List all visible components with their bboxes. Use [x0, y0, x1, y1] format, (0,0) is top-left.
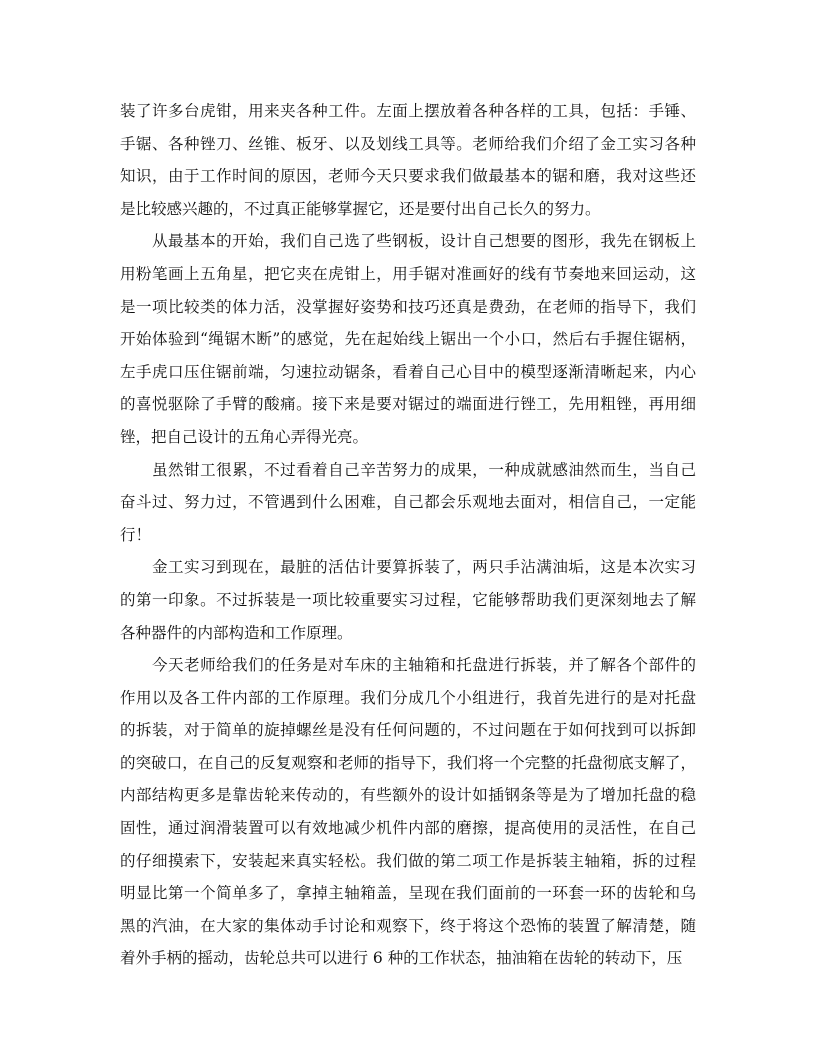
text-line: 明显比第一个简单多了，拿掉主轴箱盖，呈现在我们面前的一环套一环的齿轮和乌 — [120, 884, 696, 903]
text-line: 今天老师给我们的任务是对车床的主轴箱和托盘进行拆装，并了解各个部件的 — [120, 656, 696, 675]
text-line: 的喜悦驱除了手臂的酸痛。接下来是要对锯过的端面进行锉工，先用粗锉，再用细 — [120, 395, 696, 414]
paragraph — [120, 225, 696, 453]
text-line: 的突破口，在自己的反复观察和老师的指导下，我们将一个完整的托盘彻底支解了， — [120, 753, 696, 772]
text-line: 奋斗过、努力过，不管遇到什么困难，自己都会乐观地去面对，相信自己，一定能 — [120, 493, 696, 512]
text-line: 装了许多台虎钳，用来夹各种工件。左面上摆放着各种各样的工具，包括：手锤、 — [120, 102, 696, 120]
paragraph — [120, 454, 696, 552]
text-line: 固性，通过润滑装置可以有效地减少机件内部的磨擦，提高使用的灵活性，在自己 — [120, 819, 696, 838]
text-line: 锉，把自己设计的五角心弄得光亮。 — [120, 427, 369, 446]
text-line: 从最基本的开始，我们自己选了些钢板，设计自己想要的图形，我先在钢板上 — [120, 232, 696, 251]
text-line: 内部结构更多是靠齿轮来传动的，有些额外的设计如插钢条等是为了增加托盘的稳 — [120, 786, 696, 805]
body-text — [120, 95, 696, 975]
text-line: 是一项比较类的体力活，没掌握好姿势和技巧还真是费劲，在老师的指导下，我们 — [120, 297, 696, 316]
text-line: 作用以及各工件内部的工作原理。我们分成几个小组进行，我首先进行的是对托盘 — [120, 688, 696, 707]
paragraph — [120, 649, 696, 975]
text-line: 着外手柄的摇动，齿轮总共可以进行 6 种的工作状态，抽油箱在齿轮的转动下，压 — [120, 949, 683, 968]
text-line: 金工实习到现在，最脏的活估计要算拆装了，两只手沾满油垢，这是本次实习 — [120, 558, 696, 577]
text-line: 各种器件的内部构造和工作原理。 — [120, 623, 353, 642]
text-line: 的第一印象。不过拆装是一项比较重要实习过程，它能够帮助我们更深刻地去了解 — [120, 590, 696, 609]
paragraph — [120, 551, 696, 649]
text-line: 用粉笔画上五角星，把它夹在虎钳上，用手锯对准画好的线有节奏地来回运动，这 — [120, 264, 696, 283]
text-line: 知识，由于工作时间的原因，老师今天只要求我们做最基本的锯和磨，我对这些还 — [120, 167, 696, 186]
text-line: 虽然钳工很累，不过看着自己辛苦努力的成果，一种成就感油然而生，当自己 — [120, 460, 696, 479]
text-line: 的拆装，对于简单的旋掉螺丝是没有任何问题的，不过问题在于如何找到可以拆卸 — [120, 721, 696, 740]
text-line: 是比较感兴趣的，不过真正能够掌握它，还是要付出自己长久的努力。 — [120, 199, 601, 218]
text-line: 手锯、各种锉刀、丝锥、板牙、以及划线工具等。老师给我们介绍了金工实习各种 — [120, 134, 696, 153]
paragraph — [120, 95, 696, 225]
text-line: 行！ — [120, 525, 152, 544]
text-line: 黑的汽油，在大家的集体动手讨论和观察下，终于将这个恐怖的装置了解清楚，随 — [120, 916, 696, 935]
text-line: 左手虎口压住锯前端，匀速拉动锯条，看着自己心目中的模型逐渐清晰起来，内心 — [120, 362, 696, 381]
text-line: 开始体验到“绳锯木断”的感觉，先在起始线上锯出一个小口，然后右手握住锯柄， — [120, 330, 696, 349]
text-line: 的仔细摸索下，安装起来真实轻松。我们做的第二项工作是拆装主轴箱，拆的过程 — [120, 851, 696, 870]
